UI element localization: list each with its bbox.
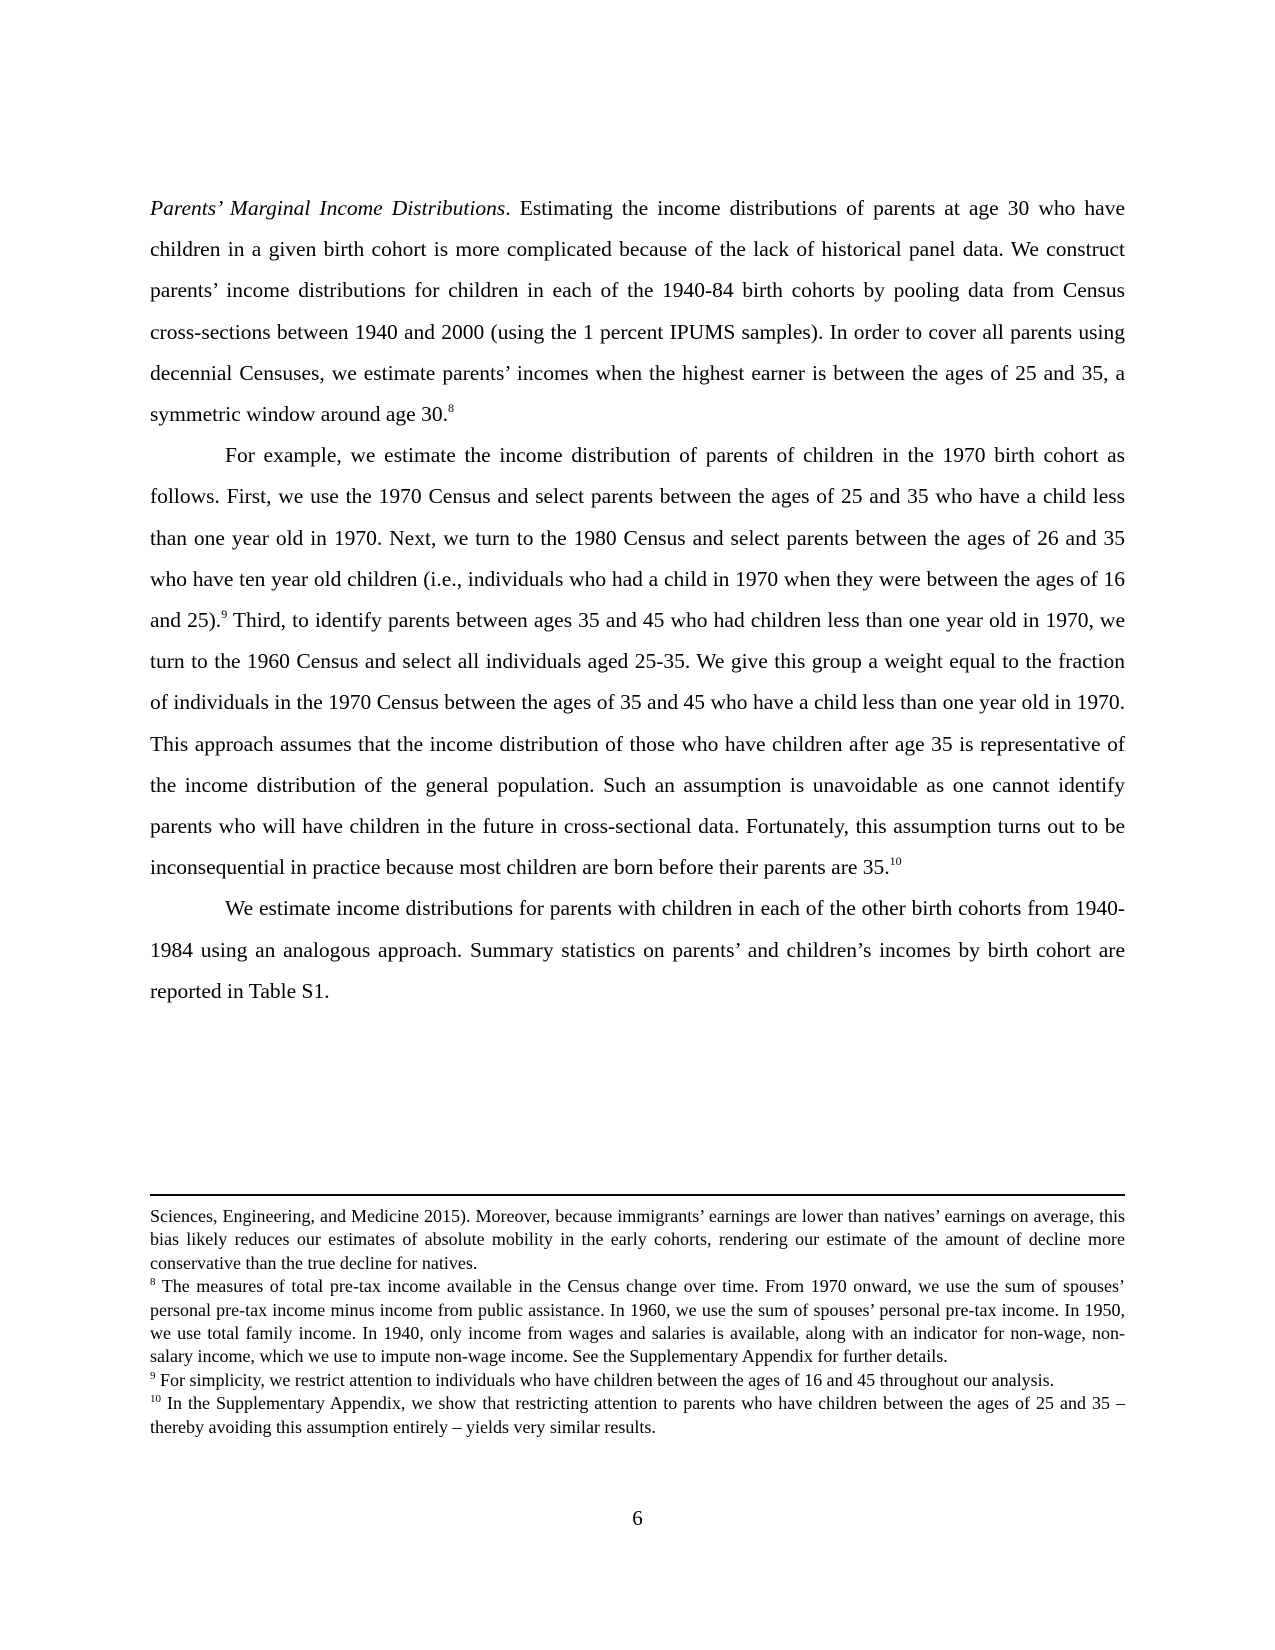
page-number: 6 [632, 1506, 643, 1530]
footnote-9-text: For simplicity, we restrict attention to individuals who have children between the ages of 16 and 45 throughout our analysis. [155, 1369, 1055, 1390]
paragraph-2-text-a: For example, we estimate the income distribution of parents of children in the 1970 birth cohort as follows. First, we use the 1970 Census and select parents between the ages of 25 and 35 who have a child less than one year old in 1970. Next, we turn to the 1980 Census and select parents between the ages of 26 and 35 who have ten year old children (i.e., individuals who had a child in 1970 when they were between the ages of 16 and 25). [150, 443, 1125, 633]
footnotes [150, 1205, 1125, 1439]
paragraph-3: We estimate income distributions for parents with children in each of the other birth cohorts from 1940-1984 using an analogous approach. Summary statistics on parents’ and children’s incomes by birth cohort are reported in Table S1. [150, 896, 1125, 1003]
footnote-8-text: The measures of total pre-tax income available in the Census change over time. From 1970 onward, we use the sum of spouses’ personal pre-tax income minus income from public assistance. In 1960, we use the sum of spouses’ personal pre-tax income. In 1950, we use total family income. In 1940, only income from wages and salaries is available, along with an indicator for non-wage, non-salary income, which we use to impute non-wage income. See the Supplementary Appendix for further details. [150, 1276, 1125, 1367]
footnote-9 [150, 1369, 1125, 1392]
footnote-8 [150, 1275, 1125, 1369]
footnote-ref-10[interactable]: 10 [889, 854, 902, 869]
paragraph-1 [150, 188, 1125, 435]
footnote-10 [150, 1392, 1125, 1439]
footnote-10-number: 10 [150, 1393, 161, 1406]
section-heading: Parents’ Marginal Income Distributions [150, 196, 506, 220]
footnote-separator [150, 1194, 1125, 1196]
paragraph-2 [150, 435, 1125, 888]
footnote-9-number: 9 [150, 1369, 156, 1382]
footnote-10-text: In the Supplementary Appendix, we show that restricting attention to parents who have children between the ages of 25 and 35 – thereby avoiding this assumption entirely – yields very similar results. [150, 1393, 1125, 1437]
paragraph-2-text-b: Third, to identify parents between ages 35 and 45 who had children less than one year old in 1970, we turn to the 1960 Census and select all individuals aged 25-35. We give this group a weight equal to the fraction of individuals in the 1970 Census between the ages of 35 and 45 who have a child less than one year old in 1970. This approach assumes that the income distribution of those who have children after age 35 is representative of the income distribution of the general population. Such an assumption is unavoidable as one cannot identify parents who will have children in the future in cross-sectional data. Fortunately, this assumption turns out to be inconsequential in practice because most children are born before their parents are 35. [150, 608, 1126, 880]
paragraph-1-text: . Estimating the income distributions of parents at age 30 who have children in a given birth cohort is more complicated because of the lack of historical panel data. We construct parents’ income distributions for children in each of the 1940-84 birth cohorts by pooling data from Census cross-sections between 1940 and 2000 (using the 1 percent IPUMS samples). In order to cover all parents using decennial Censuses, we estimate parents’ incomes when the highest earner is between the ages of 25 and 35, a symmetric window around age 30. [150, 196, 1125, 427]
footnote-continued: Sciences, Engineering, and Medicine 2015). Moreover, because immigrants’ earnings are lower than natives’ earnings on average, this bias likely reduces our estimates of absolute mobility in the early cohorts, rendering our estimate of the amount of decline more conservative than the true decline for natives. [150, 1206, 1125, 1273]
footnote-8-number: 8 [150, 1276, 156, 1289]
main-text [150, 188, 1125, 1012]
footnote-ref-9[interactable]: 9 [221, 607, 228, 622]
footnote-ref-8[interactable]: 8 [447, 401, 454, 416]
